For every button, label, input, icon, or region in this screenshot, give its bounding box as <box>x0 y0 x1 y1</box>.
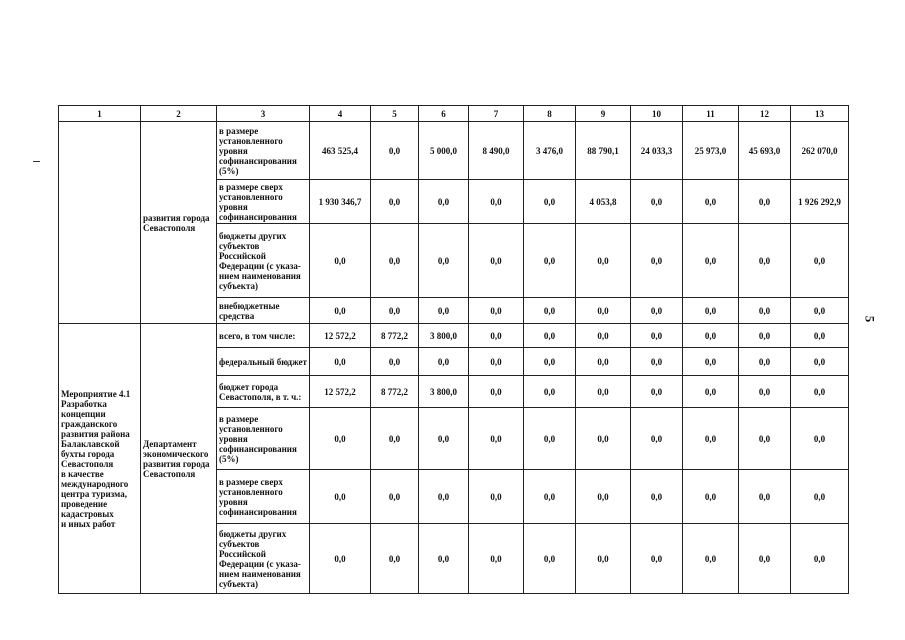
value-cell: 0,0 <box>739 298 791 324</box>
value-cell: 463 525,4 <box>310 122 371 180</box>
value-cell: 0,0 <box>739 224 791 298</box>
value-cell: 0,0 <box>739 180 791 224</box>
value-cell: 0,0 <box>576 524 631 594</box>
value-cell: 12 572,2 <box>310 376 371 408</box>
page-number: 5 <box>862 315 878 323</box>
value-cell: 0,0 <box>683 180 739 224</box>
value-cell: 0,0 <box>524 470 576 524</box>
value-cell: 0,0 <box>683 324 739 348</box>
value-cell: 0,0 <box>683 224 739 298</box>
funding-source-text: бюджеты других субъектов Российской Федерации (с указа- нием наименования субъекта) <box>219 528 301 589</box>
value-cell: 0,0 <box>469 408 524 470</box>
funding-source-cell <box>217 224 310 298</box>
value-cell: 0,0 <box>631 524 683 594</box>
value-cell: 0,0 <box>683 348 739 376</box>
value-cell: 0,0 <box>791 470 849 524</box>
value-cell: 0,0 <box>631 324 683 348</box>
table-row <box>59 122 849 180</box>
header-cell: 8 <box>524 106 576 122</box>
value-cell: 0,0 <box>469 180 524 224</box>
value-cell: 0,0 <box>683 470 739 524</box>
header-cell: 2 <box>141 106 217 122</box>
value-cell: 0,0 <box>371 224 419 298</box>
funding-source-cell <box>217 180 310 224</box>
header-cell: 7 <box>469 106 524 122</box>
funding-source-text: в размере установленного уровня софинансирования (5%) <box>219 125 297 176</box>
value-cell: 0,0 <box>739 324 791 348</box>
value-cell: 0,0 <box>576 376 631 408</box>
value-cell: 0,0 <box>576 470 631 524</box>
header-cell: 4 <box>310 106 371 122</box>
measure-name-cell <box>59 324 141 594</box>
value-cell: 0,0 <box>371 348 419 376</box>
value-cell: 0,0 <box>524 224 576 298</box>
value-cell: 0,0 <box>371 470 419 524</box>
value-cell: 0,0 <box>631 408 683 470</box>
funding-source-cell <box>217 324 310 348</box>
value-cell: 0,0 <box>371 524 419 594</box>
value-cell: 4 053,8 <box>576 180 631 224</box>
value-cell: 0,0 <box>419 524 469 594</box>
value-cell: 0,0 <box>791 224 849 298</box>
value-cell: 3 800,0 <box>419 324 469 348</box>
funding-source-cell <box>217 408 310 470</box>
value-cell: 0,0 <box>739 408 791 470</box>
measure-name-text: Мероприятие 4.1 Разработка концепции гражданского развития района Балаклавской бухты города Севастополя в качестве международного центра туризма, проведение кадастровых и иных работ <box>61 388 131 529</box>
value-cell: 8 772,2 <box>371 376 419 408</box>
header-cell: 6 <box>419 106 469 122</box>
value-cell: 0,0 <box>631 348 683 376</box>
value-cell: 0,0 <box>683 524 739 594</box>
value-cell: 0,0 <box>739 348 791 376</box>
value-cell: 0,0 <box>791 524 849 594</box>
funding-source-text: бюджеты других субъектов Российской Федерации (с указа- нием наименования субъекта) <box>219 230 301 291</box>
value-cell: 0,0 <box>419 298 469 324</box>
value-cell: 0,0 <box>524 324 576 348</box>
value-cell: 88 790,1 <box>576 122 631 180</box>
value-cell: 0,0 <box>419 224 469 298</box>
value-cell: 0,0 <box>576 224 631 298</box>
value-cell: 0,0 <box>791 376 849 408</box>
header-cell: 11 <box>683 106 739 122</box>
value-cell: 0,0 <box>739 524 791 594</box>
funding-source-text: в размере сверх установленного уровня софинансирования <box>219 476 297 517</box>
funding-source-cell <box>217 122 310 180</box>
table-body <box>59 122 849 594</box>
value-cell: 24 033,3 <box>631 122 683 180</box>
value-cell: 0,0 <box>791 408 849 470</box>
value-cell: 0,0 <box>631 470 683 524</box>
value-cell: 0,0 <box>469 324 524 348</box>
value-cell: 0,0 <box>683 376 739 408</box>
header-row <box>59 106 849 122</box>
value-cell: 0,0 <box>524 180 576 224</box>
value-cell: 0,0 <box>469 224 524 298</box>
executor-text: развития города Севастополя <box>143 212 210 233</box>
value-cell: 0,0 <box>419 408 469 470</box>
header-cell: 1 <box>59 106 141 122</box>
value-cell: 0,0 <box>310 224 371 298</box>
value-cell: 0,0 <box>576 324 631 348</box>
value-cell: 0,0 <box>576 348 631 376</box>
value-cell: 0,0 <box>791 348 849 376</box>
value-cell: 12 572,2 <box>310 324 371 348</box>
value-cell: 0,0 <box>371 180 419 224</box>
funding-source-cell <box>217 376 310 408</box>
value-cell: 0,0 <box>469 376 524 408</box>
header-cell: 13 <box>791 106 849 122</box>
executor-cell <box>141 324 217 594</box>
value-cell: 0,0 <box>683 298 739 324</box>
measure-name-cell <box>59 122 141 324</box>
value-cell: 0,0 <box>469 524 524 594</box>
value-cell: 0,0 <box>419 348 469 376</box>
value-cell: 0,0 <box>683 408 739 470</box>
value-cell: 262 070,0 <box>791 122 849 180</box>
funding-source-text: внебюджетные средства <box>219 300 280 321</box>
funding-source-text: федеральный бюджет <box>219 356 307 367</box>
value-cell: 0,0 <box>310 298 371 324</box>
value-cell: 0,0 <box>576 298 631 324</box>
value-cell: 0,0 <box>310 524 371 594</box>
value-cell: 0,0 <box>631 376 683 408</box>
funding-source-text: всего, в том числе: <box>219 330 296 341</box>
header-cell: 12 <box>739 106 791 122</box>
value-cell: 0,0 <box>371 122 419 180</box>
value-cell: 0,0 <box>310 470 371 524</box>
funding-source-cell <box>217 470 310 524</box>
budget-table <box>58 105 849 594</box>
value-cell: 0,0 <box>419 470 469 524</box>
value-cell: 0,0 <box>791 298 849 324</box>
value-cell: 3 800,0 <box>419 376 469 408</box>
value-cell: 45 693,0 <box>739 122 791 180</box>
funding-source-text: в размере установленного уровня софинансирования (5%) <box>219 413 297 464</box>
value-cell: 0,0 <box>310 408 371 470</box>
value-cell: 0,0 <box>524 376 576 408</box>
value-cell: 8 490,0 <box>469 122 524 180</box>
executor-text: Департамент экономического развития города Севастополя <box>143 438 210 479</box>
table-row <box>59 324 849 348</box>
header-cell: 3 <box>217 106 310 122</box>
funding-source-cell <box>217 524 310 594</box>
margin-dash <box>33 161 40 162</box>
value-cell: 0,0 <box>791 324 849 348</box>
value-cell: 0,0 <box>469 348 524 376</box>
value-cell: 5 000,0 <box>419 122 469 180</box>
value-cell: 1 926 292,9 <box>791 180 849 224</box>
funding-source-text: в размере сверх установленного уровня софинансирования <box>219 181 297 222</box>
header-cell: 10 <box>631 106 683 122</box>
value-cell: 0,0 <box>310 348 371 376</box>
value-cell: 0,0 <box>371 408 419 470</box>
funding-source-cell <box>217 348 310 376</box>
header-cell: 5 <box>371 106 419 122</box>
value-cell: 0,0 <box>524 524 576 594</box>
value-cell: 1 930 346,7 <box>310 180 371 224</box>
value-cell: 25 973,0 <box>683 122 739 180</box>
value-cell: 0,0 <box>371 298 419 324</box>
value-cell: 0,0 <box>631 180 683 224</box>
executor-cell <box>141 122 217 324</box>
value-cell: 8 772,2 <box>371 324 419 348</box>
value-cell: 0,0 <box>739 376 791 408</box>
value-cell: 0,0 <box>631 224 683 298</box>
value-cell: 0,0 <box>631 298 683 324</box>
value-cell: 0,0 <box>739 470 791 524</box>
funding-source-cell <box>217 298 310 324</box>
value-cell: 0,0 <box>576 408 631 470</box>
value-cell: 0,0 <box>469 470 524 524</box>
funding-source-text: бюджет города Севастополя, в т. ч.: <box>219 381 302 402</box>
value-cell: 0,0 <box>419 180 469 224</box>
value-cell: 0,0 <box>524 348 576 376</box>
value-cell: 0,0 <box>469 298 524 324</box>
value-cell: 0,0 <box>524 298 576 324</box>
header-cell: 9 <box>576 106 631 122</box>
value-cell: 0,0 <box>524 408 576 470</box>
value-cell: 3 476,0 <box>524 122 576 180</box>
